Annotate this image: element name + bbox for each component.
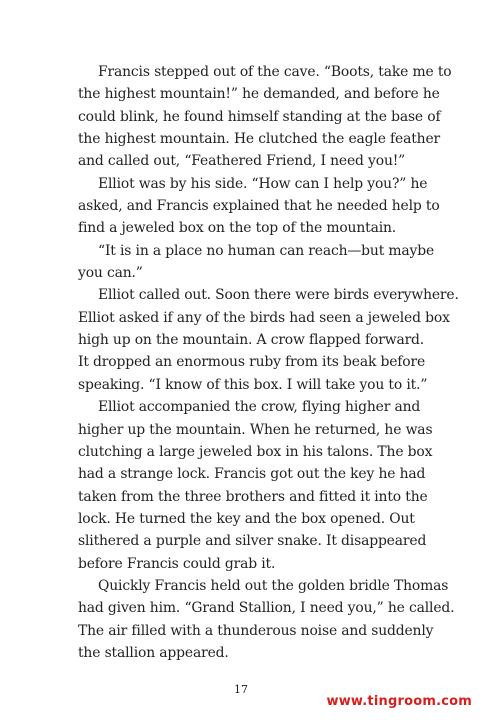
text-line: Elliot called out. Soon there were birds everywhere. (98, 287, 459, 304)
story-text (78, 61, 459, 664)
text-line: Elliot accompanied the crow, flying higher and (98, 399, 421, 416)
text-line: Francis stepped out of the cave. “Boots, take me to (98, 64, 452, 80)
text-line: the stallion appeared. (78, 644, 229, 661)
text-line: could blink, he found himself standing at the base of (78, 108, 441, 125)
text-line: and called out, “Feathered Friend, I need you!” (78, 153, 406, 170)
text-line: taken from the three brothers and fitted it into the (78, 488, 428, 505)
text-line: high up on the mountain. A crow flapped forward. (78, 332, 425, 349)
text-line: the highest mountain!” he demanded, and before he (78, 86, 440, 103)
text-line: It dropped an enormous ruby from its beak before (78, 354, 426, 371)
text-line: had given him. “Grand Stallion, I need you,” he called. (78, 600, 455, 617)
text-line: lock. He turned the key and the box opened. Out (78, 510, 415, 527)
text-line: “It is in a place no human can reach—but maybe (98, 242, 435, 259)
text-line: the highest mountain. He clutched the eagle feather (78, 131, 441, 148)
text-line: you can.” (78, 265, 143, 282)
text-line: before Francis could grab it. (78, 555, 276, 572)
text-line: had a strange lock. Francis got out the key he had (78, 466, 426, 483)
text-line: Elliot was by his side. “How can I help you?” he (98, 175, 428, 192)
text-line: find a jeweled box on the top of the mountain. (78, 220, 397, 237)
text-line: asked, and Francis explained that he needed help to (78, 198, 440, 215)
text-line: Elliot asked if any of the birds had seen a jeweled box (78, 309, 450, 326)
text-line: clutching a large jeweled box in his talons. The box (78, 443, 433, 460)
text-line: higher up the mountain. When he returned, he was (78, 421, 433, 438)
text-line: speaking. “I know of this box. I will take you to it.” (78, 376, 428, 393)
text-line: The air filled with a thunderous noise and suddenly (78, 622, 434, 639)
text-line: slithered a purple and silver snake. It disappeared (78, 533, 427, 550)
watermark: www.tingroom.com (326, 694, 472, 709)
text-line: Quickly Francis held out the golden bridle Thomas (98, 577, 449, 594)
page-number: 17 (234, 683, 248, 696)
